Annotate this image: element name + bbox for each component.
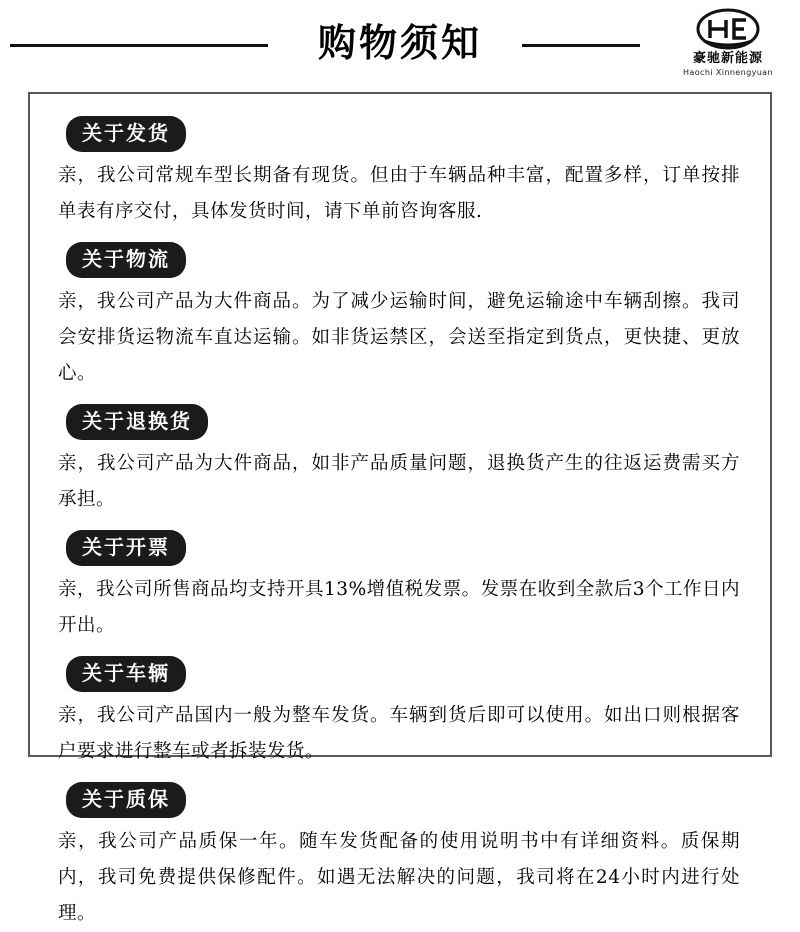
section-text-shipping: 亲，我公司常规车型长期备有现货。但由于车辆品种丰富，配置多样，订单按排单表有序交付，具体发货时间，请下单前咨询客服.	[58, 165, 740, 222]
section-vehicle	[58, 656, 742, 770]
section-shipping	[58, 116, 742, 230]
section-invoice	[58, 530, 742, 644]
section-return	[58, 404, 742, 518]
section-text-return: 亲，我公司产品为大件商品，如非产品质量问题，退换货产生的往返运费需买方承担。	[58, 453, 740, 510]
section-text-warranty: 亲，我公司产品质保一年。随车发货配备的使用说明书中有详细资料。质保期内，我司免费提供保修配件。如遇无法解决的问题，我司将在24小时内进行处理。	[58, 831, 740, 924]
logo-company-name-en: Haochi Xinnengyuan	[683, 68, 773, 77]
section-logistics	[58, 242, 742, 392]
section-text-invoice: 亲，我公司所售商品均支持开具13%增值税发票。发票在收到全款后3个工作日内开出。	[58, 579, 740, 636]
section-tag-logistics: 关于物流	[66, 242, 186, 278]
section-tag-return: 关于退换货	[66, 404, 208, 440]
section-tag-shipping: 关于发货	[66, 116, 186, 152]
brand-logo	[670, 8, 786, 78]
section-tag-warranty: 关于质保	[66, 782, 186, 818]
page-title: 购物须知	[317, 21, 482, 65]
notice-frame	[28, 92, 772, 924]
section-text-vehicle: 亲，我公司产品国内一般为整车发货。车辆到货后即可以使用。如出口则根据客户要求进行整车或者拆装发货。	[58, 705, 740, 762]
section-tag-invoice: 关于开票	[66, 530, 186, 566]
logo-company-name-cn: 豪驰新能源	[692, 51, 763, 66]
section-warranty	[58, 782, 742, 932]
section-text-logistics: 亲，我公司产品为大件商品。为了减少运输时间，避免运输途中车辆刮擦。我司会安排货运物流车直达运输。如非货运禁区，会送至指定到货点，更快捷、更放心。	[58, 291, 740, 384]
section-tag-vehicle: 关于车辆	[66, 656, 186, 692]
haochi-emblem-icon	[696, 8, 760, 50]
page-header	[0, 0, 800, 88]
